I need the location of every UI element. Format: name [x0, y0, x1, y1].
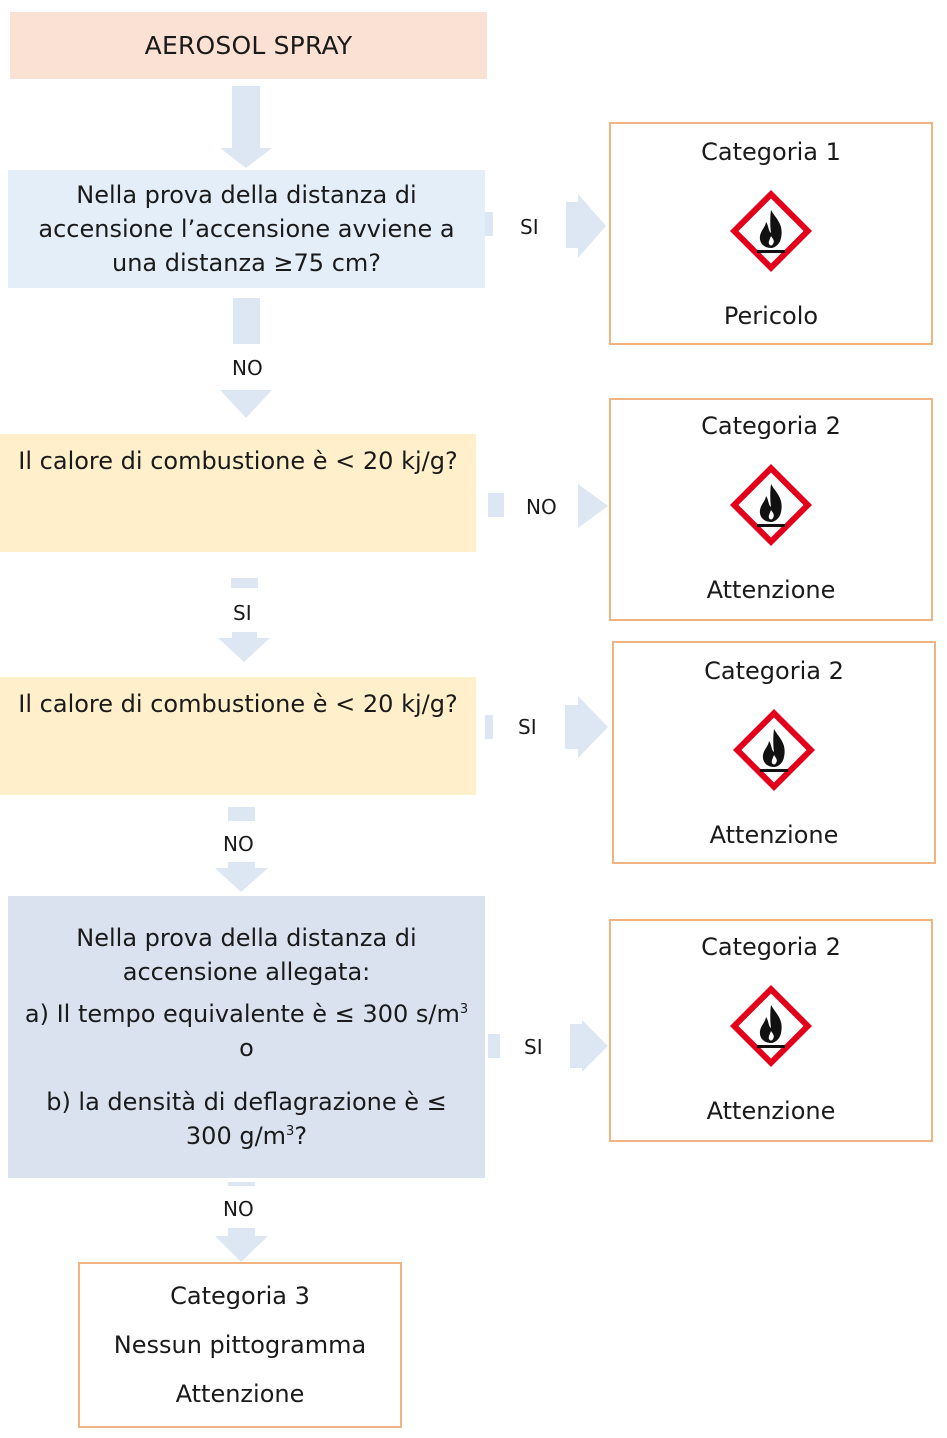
flame-icon — [726, 186, 816, 276]
result-4-signal-word: Attenzione — [706, 1097, 836, 1125]
flame-icon — [726, 460, 816, 550]
question-2-text: Il calore di combustione è < 20 kj/g? — [18, 447, 458, 475]
arrow-q1-si-shaft — [485, 212, 493, 236]
arrow-q4-si-shaft — [488, 1034, 500, 1058]
arrow-q4-no-head — [215, 1228, 268, 1262]
arrow-start-to-q1 — [220, 86, 272, 168]
final-pictogram-text: Nessun pittogramma — [113, 1330, 367, 1359]
result-2-signal-word: Attenzione — [706, 576, 836, 604]
result-4-category: Categoria 2 — [701, 933, 841, 961]
result-category-2a — [609, 398, 933, 621]
label-q2-no: NO — [526, 495, 557, 519]
final-category: Categoria 3 — [170, 1282, 310, 1311]
start-title: AEROSOL SPRAY — [144, 31, 353, 60]
label-q1-yes: SI — [520, 215, 539, 239]
arrow-q2-si-shaft — [231, 578, 258, 588]
arrow-q1-no-shaft — [233, 298, 260, 344]
arrow-q3-si-shaft — [485, 715, 493, 739]
label-q2-yes: SI — [233, 601, 252, 625]
question-enclosed-space — [8, 896, 485, 1178]
arrow-q3-si-head — [565, 696, 608, 758]
question-4-line2: a) Il tempo equivalente è ≤ 300 $s/m^3$ — [24, 1000, 469, 1028]
label-q3-no: NO — [223, 832, 254, 856]
result-1-signal-word: Pericolo — [723, 302, 819, 330]
arrow-q1-si-head — [566, 194, 606, 258]
arrow-q3-no-head — [215, 862, 268, 892]
question-4-line4: b) la densità di deflagrazione è ≤ 300 $g/m^3$? — [46, 1088, 447, 1150]
flame-icon — [726, 981, 816, 1071]
result-category-1 — [609, 122, 933, 345]
result-3-signal-word: Attenzione — [709, 821, 839, 849]
label-q4-no: NO — [223, 1197, 254, 1221]
question-1-text: Nella prova della distanza di accensione l’accensione avviene a una distanza ≥75 cm? — [38, 181, 455, 277]
question-4-line1: Nella prova della distanza di accensione allegata: — [76, 924, 417, 986]
result-2-category: Categoria 2 — [701, 412, 841, 440]
result-1-category: Categoria 1 — [701, 138, 841, 166]
question-heat-combustion-1 — [0, 434, 476, 552]
arrow-q4-no-shaft — [228, 1182, 255, 1186]
start-box — [10, 12, 487, 79]
arrow-q3-no-shaft — [228, 807, 255, 821]
question-heat-combustion-2 — [0, 677, 476, 795]
label-q3-yes: SI — [518, 715, 537, 739]
arrow-q2-si-head — [218, 632, 270, 662]
result-category-2c — [609, 919, 933, 1142]
label-q1-no: NO — [232, 356, 263, 380]
label-q4-yes: SI — [524, 1035, 543, 1059]
question-4-line3: o — [239, 1034, 254, 1062]
final-signal-word: Attenzione — [175, 1379, 305, 1408]
result-category-3 — [78, 1262, 402, 1428]
arrow-q1-no-head — [220, 390, 272, 418]
arrow-q2-no-shaft — [488, 493, 504, 517]
result-3-category: Categoria 2 — [704, 657, 844, 685]
result-category-2b — [612, 641, 936, 864]
flame-icon — [729, 705, 819, 795]
arrow-q4-si-head — [570, 1020, 608, 1072]
arrow-q2-no-head — [578, 484, 608, 528]
question-3-text: Il calore di combustione è < 20 kj/g? — [18, 690, 458, 718]
question-ignition-distance — [8, 170, 485, 288]
